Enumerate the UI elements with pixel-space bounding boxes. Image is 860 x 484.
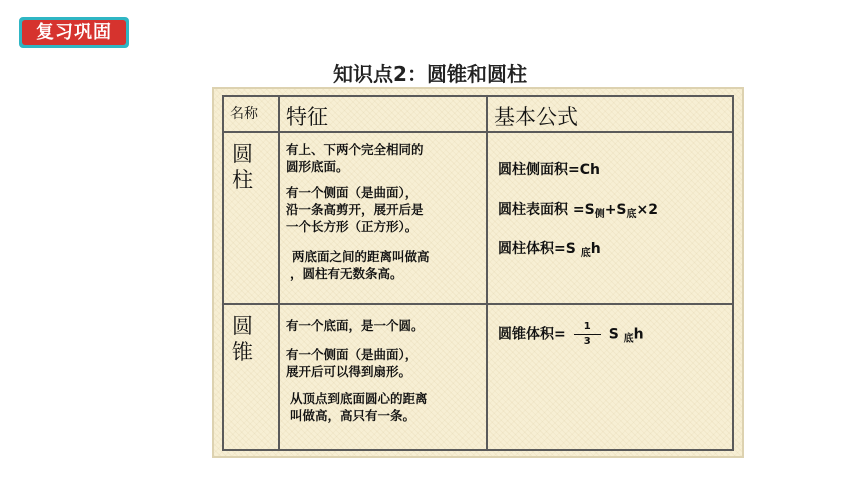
review-badge — [19, 17, 129, 48]
knowledge-table — [222, 95, 734, 451]
surface-prefix: 圆柱表面积 =S — [498, 202, 595, 218]
surface-times: ×2 — [636, 202, 658, 218]
cylinder-features — [279, 132, 487, 304]
cylinder-feature-4: 沿一条高剪开，展开后是 — [286, 202, 424, 217]
cone-feature-3: 展开后可以得到扇形。 — [286, 364, 412, 379]
cylinder-feature-2: 圆形底面。 — [286, 159, 349, 174]
cylinder-feature-6: 两底面之间的距离叫做高 — [292, 249, 430, 264]
surface-plus: +S — [604, 202, 627, 218]
cylinder-volume-suffix: h — [590, 241, 601, 257]
cone-features — [279, 304, 487, 450]
review-badge-label: 复习巩固 — [22, 20, 126, 45]
cylinder-feature-5: 一个长方形（正方形）。 — [286, 219, 418, 234]
surface-sub-base: 底 — [626, 209, 637, 220]
cylinder-formulas — [487, 132, 733, 304]
cone-feature-5: 叫做高，高只有一条。 — [290, 408, 416, 423]
cylinder-volume — [498, 238, 732, 259]
table-header-row — [223, 96, 733, 132]
cylinder-feature-1: 有上、下两个完全相同的 — [286, 142, 424, 157]
cone-volume-s: S — [608, 326, 624, 343]
cone-row — [223, 304, 733, 450]
cylinder-row — [223, 132, 733, 304]
cone-volume-sub: 底 — [623, 333, 634, 345]
fraction-denominator: 3 — [583, 336, 591, 347]
knowledge-table-panel — [214, 89, 742, 456]
header-name: 名称 — [223, 96, 279, 132]
cylinder-feature-3: 有一个侧面（是曲面）， — [286, 185, 418, 200]
cylinder-feature-7: ，圆柱有无数条高。 — [290, 266, 403, 281]
cone-volume-suffix: h — [633, 326, 644, 343]
cylinder-name-line1: 圆 — [232, 142, 253, 166]
page-title: 知识点2：圆锥和圆柱 — [333, 62, 527, 86]
cone-volume-prefix: 圆锥体积= — [498, 326, 566, 343]
cylinder-volume-sub: 底 — [580, 248, 591, 259]
cone-feature-1: 有一个底面，是一个圆。 — [286, 318, 424, 333]
cylinder-name — [223, 132, 279, 304]
cone-formulas — [487, 304, 733, 450]
cylinder-surface-area — [498, 199, 732, 220]
header-formulas: 基本公式 — [487, 96, 733, 132]
one-third-fraction — [574, 321, 601, 348]
cone-feature-4: 从顶点到底面圆心的距离 — [290, 391, 428, 406]
cone-name-line1: 圆 — [232, 314, 253, 338]
cone-feature-2: 有一个侧面（是曲面）， — [286, 347, 418, 362]
cone-name — [223, 304, 279, 450]
cylinder-volume-prefix: 圆柱体积=S — [498, 241, 581, 257]
cone-name-line2: 锥 — [232, 340, 253, 364]
cylinder-name-line2: 柱 — [232, 168, 253, 192]
cone-volume — [498, 321, 732, 348]
cylinder-lateral-area: 圆柱侧面积=Ch — [498, 162, 600, 178]
header-features: 特征 — [279, 96, 487, 132]
fraction-numerator: 1 — [574, 321, 601, 335]
surface-sub-side: 侧 — [594, 209, 605, 220]
